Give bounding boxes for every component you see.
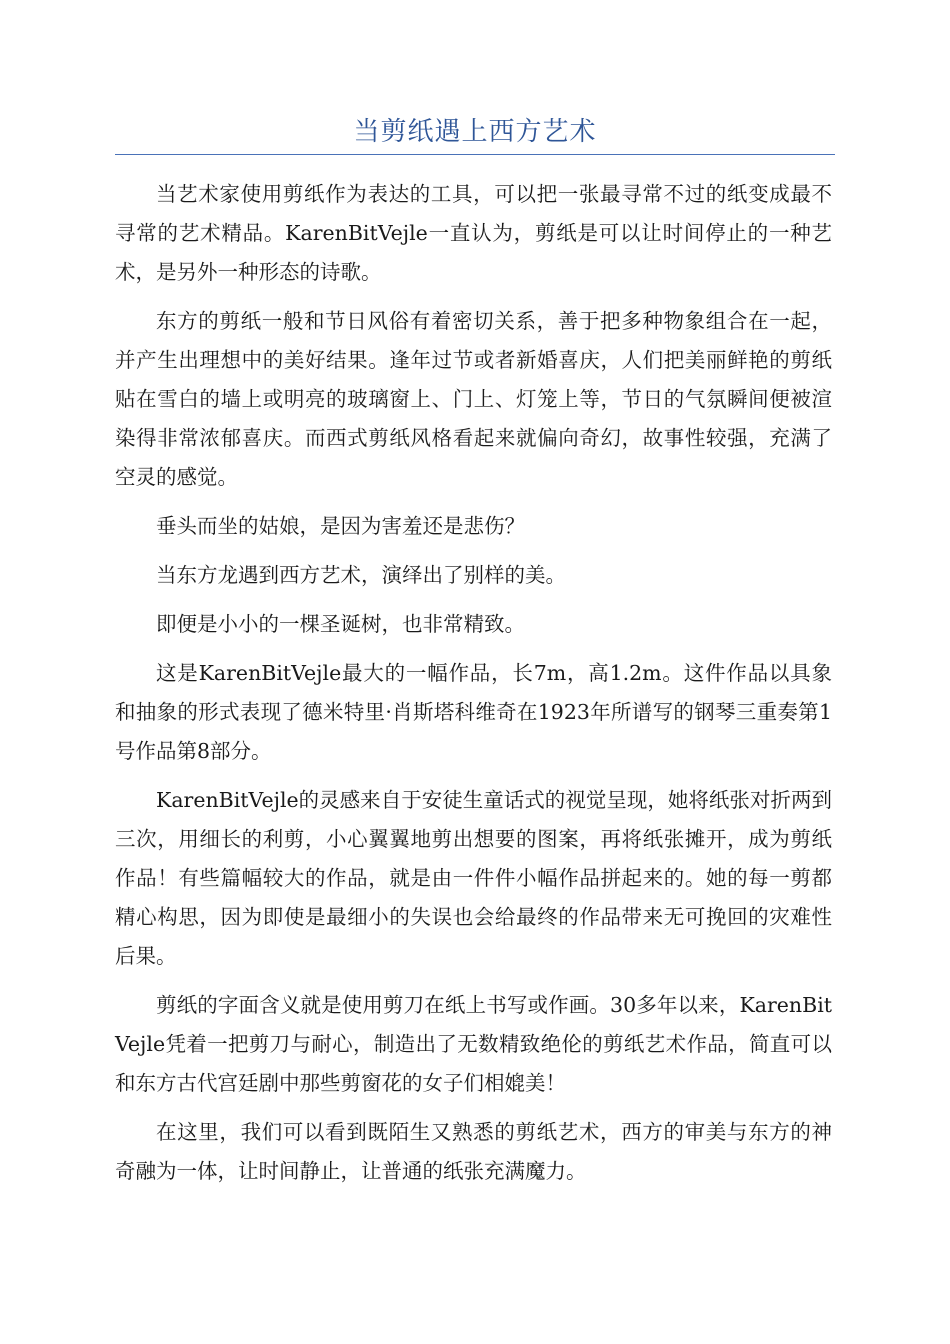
paragraph-3: 垂头而坐的姑娘，是因为害羞还是悲伤？ (156, 514, 525, 538)
title-underline (115, 154, 835, 155)
paragraph-1: 当艺术家使用剪纸作为表达的工具，可以把一张最寻常不过的纸变成最不寻常的艺术精品。KarenBitVejle一直认为，剪纸是可以让时间停止的一种艺术，是另外一种形态的诗歌。 (115, 182, 832, 284)
paragraph-5: 即便是小小的一棵圣诞树，也非常精致。 (156, 612, 525, 636)
paragraph-4: 当东方龙遇到西方艺术，演绎出了别样的美。 (156, 563, 566, 587)
paragraph-2: 东方的剪纸一般和节日风俗有着密切关系，善于把多种物象组合在一起，并产生出理想中的美好结果。逢年过节或者新婚喜庆，人们把美丽鲜艳的剪纸贴在雪白的墙上或明亮的玻璃窗上、门上、灯笼上等，节日的气氛瞬间便被渲染得非常浓郁喜庆。而西式剪纸风格看起来就偏向奇幻，故事性较强，充满了空灵的感觉。 (115, 309, 832, 489)
document-body (115, 175, 832, 1201)
paragraph-9: 在这里，我们可以看到既陌生又熟悉的剪纸艺术，西方的审美与东方的神奇融为一体，让时间静止，让普通的纸张充满魔力。 (115, 1120, 832, 1183)
paragraph-8: 剪纸的字面含义就是使用剪刀在纸上书写或作画。30多年以来，KarenBitVejle凭着一把剪刀与耐心，制造出了无数精致绝伦的剪纸艺术作品，简直可以和东方古代宫廷剧中那些剪窗花的女子们相媲美！ (115, 993, 832, 1095)
paragraph-7: KarenBitVejle的灵感来自于安徒生童话式的视觉呈现，她将纸张对折两到三次，用细长的利剪，小心翼翼地剪出想要的图案，再将纸张摊开，成为剪纸作品！有些篇幅较大的作品，就是由一件件小幅作品拼起来的。她的每一剪都精心构思，因为即使是最细小的失误也会给最终的作品带来无可挽回的灾难性后果。 (115, 788, 832, 968)
paragraph-6: 这是KarenBitVejle最大的一幅作品，长7m，高1.2m。这件作品以具象和抽象的形式表现了德米特里·肖斯塔科维奇在1923年所谱写的钢琴三重奏第1号作品第8部分。 (115, 661, 832, 763)
document-title: 当剪纸遇上西方艺术 (353, 117, 597, 147)
